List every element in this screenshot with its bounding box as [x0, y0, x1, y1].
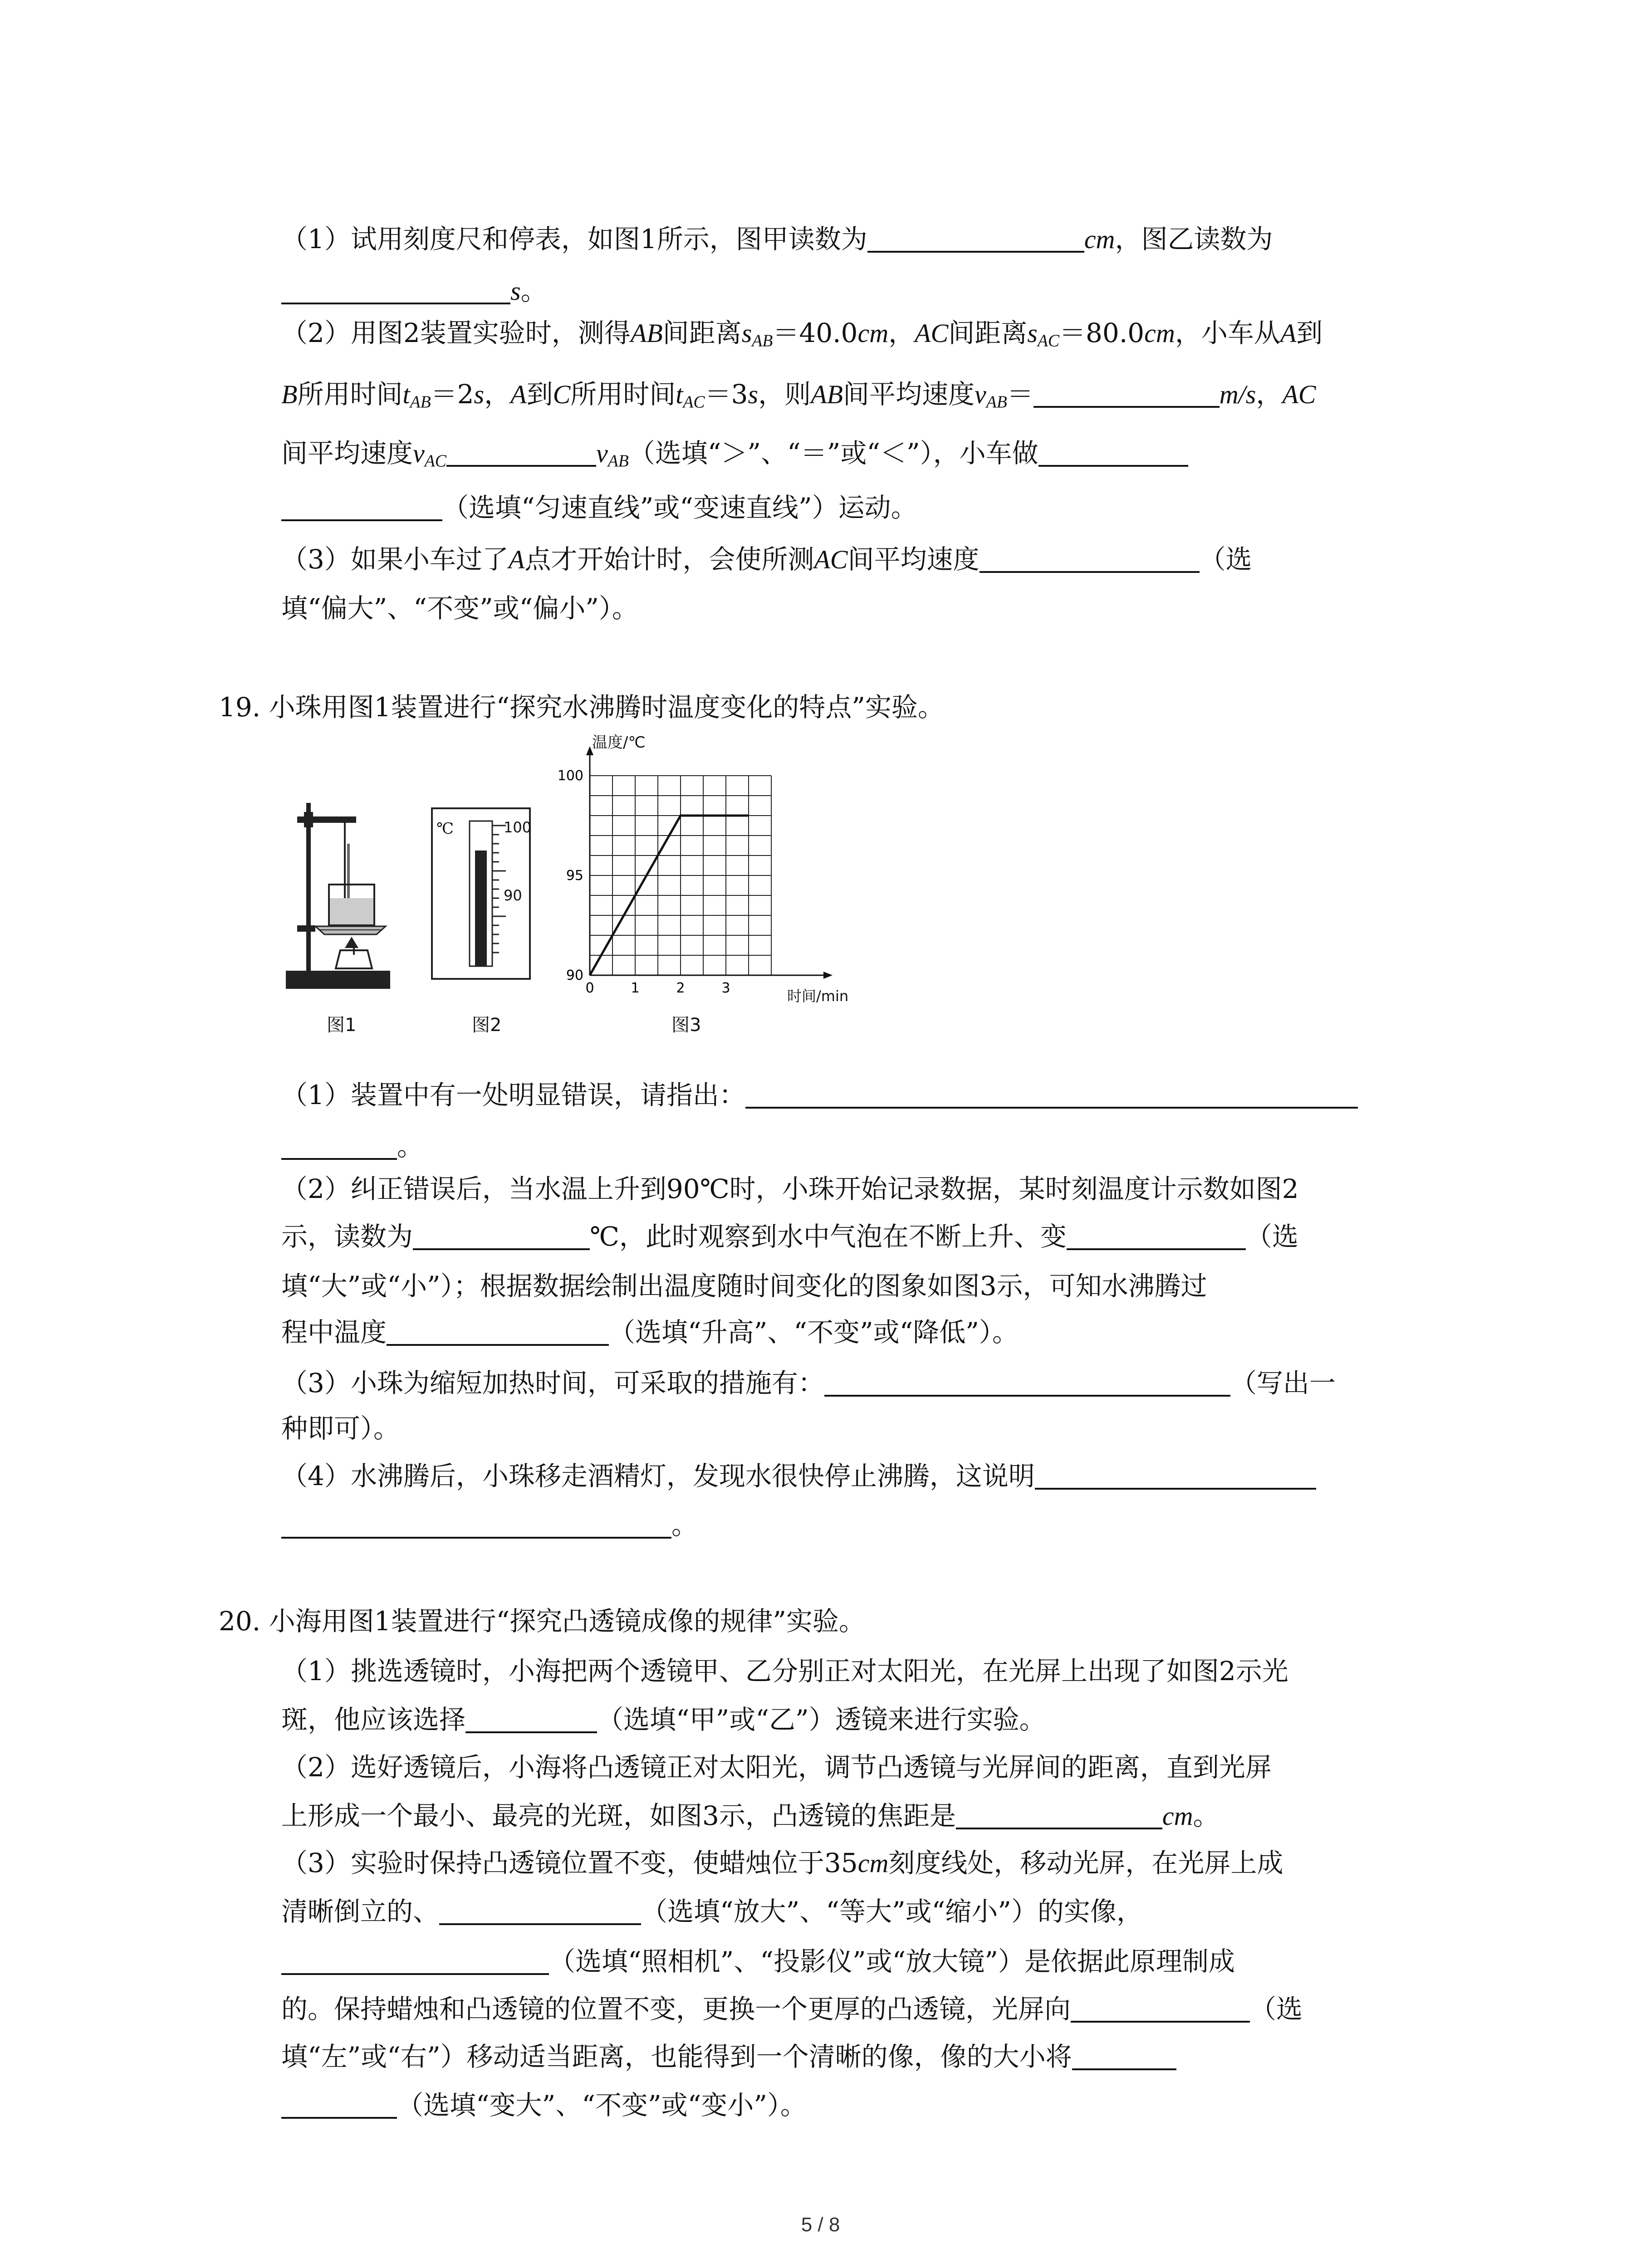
chart-x-axis-label: 时间/min	[787, 987, 849, 1005]
q20-part1-line2: 斑，他应该选择 （选填“甲”或“乙”）透镜来进行实验。	[281, 1704, 1046, 1735]
q18-part2-line3: 间平均速度$v_{AC}$ $v_{AB}$（选填“＞”、“＝”或“＜”），小车做	[281, 440, 1188, 470]
answer-blank[interactable]	[1071, 1999, 1250, 2023]
answer-blank[interactable]	[281, 1515, 671, 1539]
answer-blank[interactable]	[281, 498, 442, 521]
q20-part3-line4: 的。保持蜡烛和凸透镜的位置不变，更换一个更厚的凸透镜，光屏向 （选	[281, 1994, 1303, 2024]
answer-blank[interactable]	[439, 1901, 641, 1925]
q19-title: 19. 小珠用图1装置进行“探究水沸腾时温度变化的特点”实验。	[219, 692, 944, 723]
q19-part1-line1: （1）装置中有一处明显错误，请指出：	[281, 1082, 1358, 1109]
chart-y-axis-label: 温度/℃	[592, 733, 646, 752]
y-tick-label: 100	[557, 768, 583, 784]
q20-part3-line6: （选填“变大”、“不变”或“变小”）。	[281, 2092, 807, 2119]
q18-part2-line1: （2）用图2装置实验时，测得AB间距离$s_{AB}=40.0cm$，AC间距离$s_{AC}=80.0cm$，小车从A到	[281, 318, 1323, 351]
q19-part2-line1: （2）纠正错误后，当水温上升到90℃时，小珠开始记录数据，某时刻温度计示数如图2	[281, 1173, 1299, 1204]
answer-blank[interactable]	[1067, 1227, 1246, 1250]
q20-part2-line1: （2）选好透镜后，小海将凸透镜正对太阳光，调节凸透镜与光屏间的距离，直到光屏	[281, 1752, 1272, 1783]
answer-blank[interactable]	[465, 1710, 597, 1733]
q20-title: 20. 小海用图1装置进行“探究凸透镜成像的规律”实验。	[219, 1606, 865, 1637]
q19-part4-line2: 。	[281, 1512, 698, 1539]
answer-blank[interactable]	[867, 229, 1084, 253]
q20-part3-line2: 清晰倒立的、 （选填“放大”、“等大”或“缩小”）的实像，	[281, 1896, 1143, 1927]
x-tick-label: 2	[676, 980, 685, 996]
thermometer-label-90: 90	[504, 887, 522, 904]
q20-part3-line5: 填“左”或“右”）移动适当距离，也能得到一个清晰的像，像的大小将	[281, 2043, 1176, 2070]
answer-blank[interactable]	[1034, 384, 1220, 408]
q20-part1-line1: （1）挑选透镜时，小海把两个透镜甲、乙分别正对太阳光，在光屏上出现了如图2示光	[281, 1656, 1288, 1686]
x-tick-label: 3	[721, 980, 730, 996]
q19-part2-line2: 示，读数为 ℃，此时观察到水中气泡在不断上升、变 （选	[281, 1221, 1298, 1252]
answer-blank[interactable]	[1072, 2047, 1176, 2070]
x-tick-label: 1	[631, 980, 640, 996]
q19-part1-line2: 。	[281, 1133, 423, 1160]
answer-blank[interactable]	[387, 1322, 609, 1346]
figure-1-caption: 图1	[327, 1015, 357, 1036]
chart-grid	[586, 746, 833, 979]
y-tick-label: 95	[566, 868, 583, 884]
page-number: 5 / 8	[801, 2214, 840, 2236]
figure-1-apparatus	[286, 798, 395, 993]
q18-part2-line2: B所用时间$t_{AB}=2s$，A到C所用时间$t_{AC}=3s$，则AB间平均速度$v_{AB}= m/s$，AC	[281, 379, 1316, 412]
q19-part2-line4: 程中温度 （选填“升高”、“不变”或“降低”）。	[281, 1317, 1019, 1348]
q19-part4-line1: （4）水沸腾后，小珠移走酒精灯，发现水很快停止沸腾，这说明	[281, 1463, 1316, 1490]
figure-2-caption: 图2	[472, 1015, 502, 1036]
answer-blank[interactable]	[446, 443, 596, 467]
answer-blank[interactable]	[281, 281, 510, 304]
answer-blank[interactable]	[980, 549, 1200, 573]
q20-part3-line3: （选填“照相机”、“投影仪”或“放大镜”）是依据此原理制成	[281, 1948, 1235, 1975]
y-tick-label: 90	[566, 968, 583, 983]
q18-part3-line1: （3）如果小车过了A点才开始计时，会使所测AC间平均速度 （选	[281, 544, 1252, 575]
answer-blank[interactable]	[1038, 443, 1188, 467]
answer-blank[interactable]	[281, 1136, 397, 1160]
answer-blank[interactable]	[281, 2095, 397, 2119]
answer-blank[interactable]	[956, 1806, 1162, 1829]
thermometer-unit: ℃	[436, 820, 454, 838]
figure-3-caption: 图3	[671, 1015, 701, 1036]
thermometer-label-100: 100	[504, 819, 532, 836]
q18-part1-line2: s。	[281, 278, 547, 304]
answer-blank[interactable]	[281, 1951, 549, 1975]
q18-part1-line1: （1）试用刻度尺和停表，如图1所示，图甲读数为 cm，图乙读数为	[281, 224, 1273, 254]
answer-blank[interactable]	[1035, 1466, 1316, 1490]
answer-blank[interactable]	[824, 1373, 1230, 1397]
q19-part3-line1: （3）小珠为缩短加热时间，可采取的措施有： （写出一	[281, 1368, 1336, 1398]
answer-blank[interactable]	[745, 1085, 1358, 1109]
q18-part3-line2: 填“偏大”、“不变”或“偏小”）。	[281, 593, 638, 624]
q20-part2-line2: 上形成一个最小、最亮的光斑，如图3示，凸透镜的焦距是 cm。	[281, 1800, 1220, 1831]
q19-part3-line2: 种即可）。	[281, 1413, 400, 1444]
figure-3-temperature-chart	[544, 730, 871, 1012]
answer-blank[interactable]	[413, 1227, 590, 1250]
x-tick-label: 0	[585, 980, 594, 996]
q18-part2-line4: （选填“匀速直线”或“变速直线”）运动。	[281, 494, 917, 521]
q19-part2-line3: 填“大”或“小”）；根据数据绘制出温度随时间变化的图象如图3示，可知水沸腾过	[281, 1271, 1207, 1301]
q20-part3-line1: （3）实验时保持凸透镜位置不变，使蜡烛位于35cm刻度线处，移动光屏，在光屏上成	[281, 1848, 1283, 1878]
x-axis-arrow	[823, 972, 833, 979]
